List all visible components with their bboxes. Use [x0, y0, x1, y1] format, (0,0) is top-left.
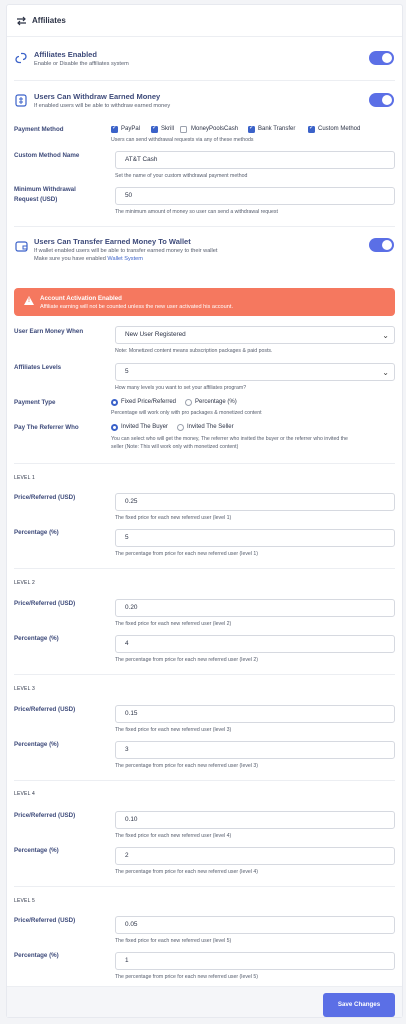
card-header: [7, 5, 402, 37]
percentage-label: Percentage (%): [14, 952, 59, 959]
custom-method-input[interactable]: AT&T Cash: [115, 151, 395, 169]
custom-method-label: Custom Method Name: [14, 152, 80, 159]
pay-referrer-label: Pay The Referrer Who: [14, 424, 79, 431]
payment-method-help: Users can send withdrawal requests via any of these methods: [111, 137, 254, 143]
divider: [14, 568, 395, 569]
price-help: The fixed price for each new referred user (level 5): [115, 938, 232, 944]
percentage-input-level-2[interactable]: 4: [115, 635, 395, 653]
radio-invited-buyer-label: Invited The Buyer: [121, 424, 168, 430]
affiliates-enabled-desc: Enable or Disable the affiliates system: [34, 61, 129, 67]
price-help: The fixed price for each new referred user (level 4): [115, 833, 232, 839]
level-heading: LEVEL 1: [14, 475, 35, 481]
checkbox-paypal[interactable]: [111, 126, 118, 133]
checkbox-bank-transfer[interactable]: [248, 126, 255, 133]
price-help: The fixed price for each new referred user (level 2): [115, 621, 232, 627]
warning-icon: [24, 296, 34, 305]
transfer-title: Users Can Transfer Earned Money To Wallet: [34, 237, 191, 246]
level-heading: LEVEL 3: [14, 686, 35, 692]
radio-percentage-label: Percentage (%): [195, 399, 237, 405]
percentage-label: Percentage (%): [14, 529, 59, 536]
activation-alert: [14, 288, 395, 316]
levels-help: How many levels you want to set your affiliates program?: [115, 385, 247, 391]
checkbox-skrill-label: Skrill: [161, 126, 174, 132]
percentage-help: The percentage from price for each new referred user (level 3): [115, 763, 259, 769]
transfer-desc: If wallet enabled users will be able to transfer earned money to their wallet: [34, 248, 218, 254]
radio-fixed-price-label: Fixed Price/Referred: [121, 399, 177, 405]
price-label: Price/Referred (USD): [14, 812, 76, 819]
affiliates-enabled-title: Affiliates Enabled: [34, 50, 97, 59]
page-title: Affiliates: [32, 16, 66, 25]
percentage-input-level-1[interactable]: 5: [115, 529, 395, 547]
payment-type-label: Payment Type: [14, 399, 56, 406]
withdraw-toggle[interactable]: [369, 93, 394, 107]
earn-when-value: New User Registered: [125, 331, 186, 338]
percentage-input-level-4[interactable]: 2: [115, 847, 395, 865]
custom-method-help: Set the name of your custom withdrawal payment method: [115, 173, 248, 179]
min-withdrawal-help: The minimum amount of money so user can send a withdrawal request: [115, 209, 278, 215]
earn-when-help: Note: Monetized content means subscription packages & paid posts.: [115, 348, 273, 354]
divider: [14, 463, 395, 464]
checkbox-custom-method[interactable]: [308, 126, 315, 133]
swap-arrows-icon: [16, 16, 28, 26]
price-help: The fixed price for each new referred user (level 1): [115, 515, 232, 521]
earn-when-label: User Earn Money When: [14, 328, 84, 335]
radio-invited-seller[interactable]: [177, 424, 184, 431]
checkbox-custom-method-label: Custom Method: [318, 126, 361, 132]
price-help: The fixed price for each new referred user (level 3): [115, 727, 232, 733]
checkbox-moneypoolscash-label: MoneyPoolsCash: [191, 126, 239, 132]
min-withdrawal-input[interactable]: 50: [115, 187, 395, 205]
checkbox-moneypoolscash[interactable]: [180, 126, 187, 133]
price-input-level-2[interactable]: 0.20: [115, 599, 395, 617]
divider: [14, 674, 395, 675]
price-input-level-1[interactable]: 0.25: [115, 493, 395, 511]
radio-invited-seller-label: Invited The Seller: [187, 424, 234, 430]
percentage-help: The percentage from price for each new referred user (level 2): [115, 657, 259, 663]
percentage-label: Percentage (%): [14, 741, 59, 748]
payment-method-label: Payment Method: [14, 126, 64, 133]
payment-type-help: Percentage will work only with pro packages & monetized content: [111, 410, 262, 416]
save-changes-button[interactable]: Save Changes: [323, 993, 395, 1017]
price-input-level-3[interactable]: 0.15: [115, 705, 395, 723]
min-withdrawal-label-2: Request (USD): [14, 196, 58, 203]
percentage-help: The percentage from price for each new referred user (level 4): [115, 869, 259, 875]
link-icon: [14, 51, 28, 63]
levels-select[interactable]: [115, 363, 395, 381]
percentage-input-level-3[interactable]: 3: [115, 741, 395, 759]
withdraw-desc: If enabled users will be able to withdraw earned money: [34, 103, 171, 109]
level-heading: LEVEL 2: [14, 580, 35, 586]
radio-invited-buyer[interactable]: [111, 424, 118, 431]
alert-title: Account Activation Enabled: [40, 295, 122, 302]
divider: [14, 780, 395, 781]
min-withdrawal-label-1: Minimum Withdrawal: [14, 186, 76, 193]
pay-referrer-help-1: You can select who will get the money, The referrer who invited the buyer or the referrer who invited the: [111, 436, 348, 442]
money-icon: [15, 94, 29, 106]
percentage-label: Percentage (%): [14, 847, 59, 854]
price-label: Price/Referred (USD): [14, 706, 76, 713]
alert-text: Affiliate earning will not be counted unless the new user activated his account.: [40, 304, 233, 310]
price-input-level-5[interactable]: 0.05: [115, 916, 395, 934]
percentage-help: The percentage from price for each new referred user (level 5): [115, 974, 259, 980]
withdraw-title: Users Can Withdraw Earned Money: [34, 92, 161, 101]
wallet-system-link[interactable]: Wallet System: [107, 256, 143, 262]
radio-fixed-price[interactable]: [111, 399, 118, 406]
divider: [14, 886, 395, 887]
level-heading: LEVEL 5: [14, 898, 35, 904]
earn-when-select[interactable]: [115, 326, 395, 344]
checkbox-bank-transfer-label: Bank Transfer: [258, 126, 296, 132]
price-input-level-4[interactable]: 0.10: [115, 811, 395, 829]
price-label: Price/Referred (USD): [14, 917, 76, 924]
divider: [14, 80, 395, 81]
checkbox-skrill[interactable]: [151, 126, 158, 133]
price-label: Price/Referred (USD): [14, 600, 76, 607]
levels-value: 5: [125, 368, 129, 375]
percentage-help: The percentage from price for each new referred user (level 1): [115, 551, 259, 557]
pay-referrer-help-2: seller (Note: This will work only with monetized content): [111, 444, 239, 450]
wallet-icon: [15, 239, 29, 251]
transfer-toggle[interactable]: [369, 238, 394, 252]
transfer-desc-prefix: Make sure you have enabled: [34, 256, 108, 262]
divider: [14, 226, 395, 227]
affiliates-enabled-toggle[interactable]: [369, 51, 394, 65]
percentage-input-level-5[interactable]: 1: [115, 952, 395, 970]
transfer-desc-2: [34, 256, 143, 262]
checkbox-paypal-label: PayPal: [121, 126, 141, 132]
level-heading: LEVEL 4: [14, 791, 35, 797]
affiliates-settings-card: [6, 4, 403, 1018]
price-label: Price/Referred (USD): [14, 494, 76, 501]
percentage-label: Percentage (%): [14, 635, 59, 642]
radio-percentage[interactable]: [185, 399, 192, 406]
levels-label: Affiliates Levels: [14, 364, 62, 371]
